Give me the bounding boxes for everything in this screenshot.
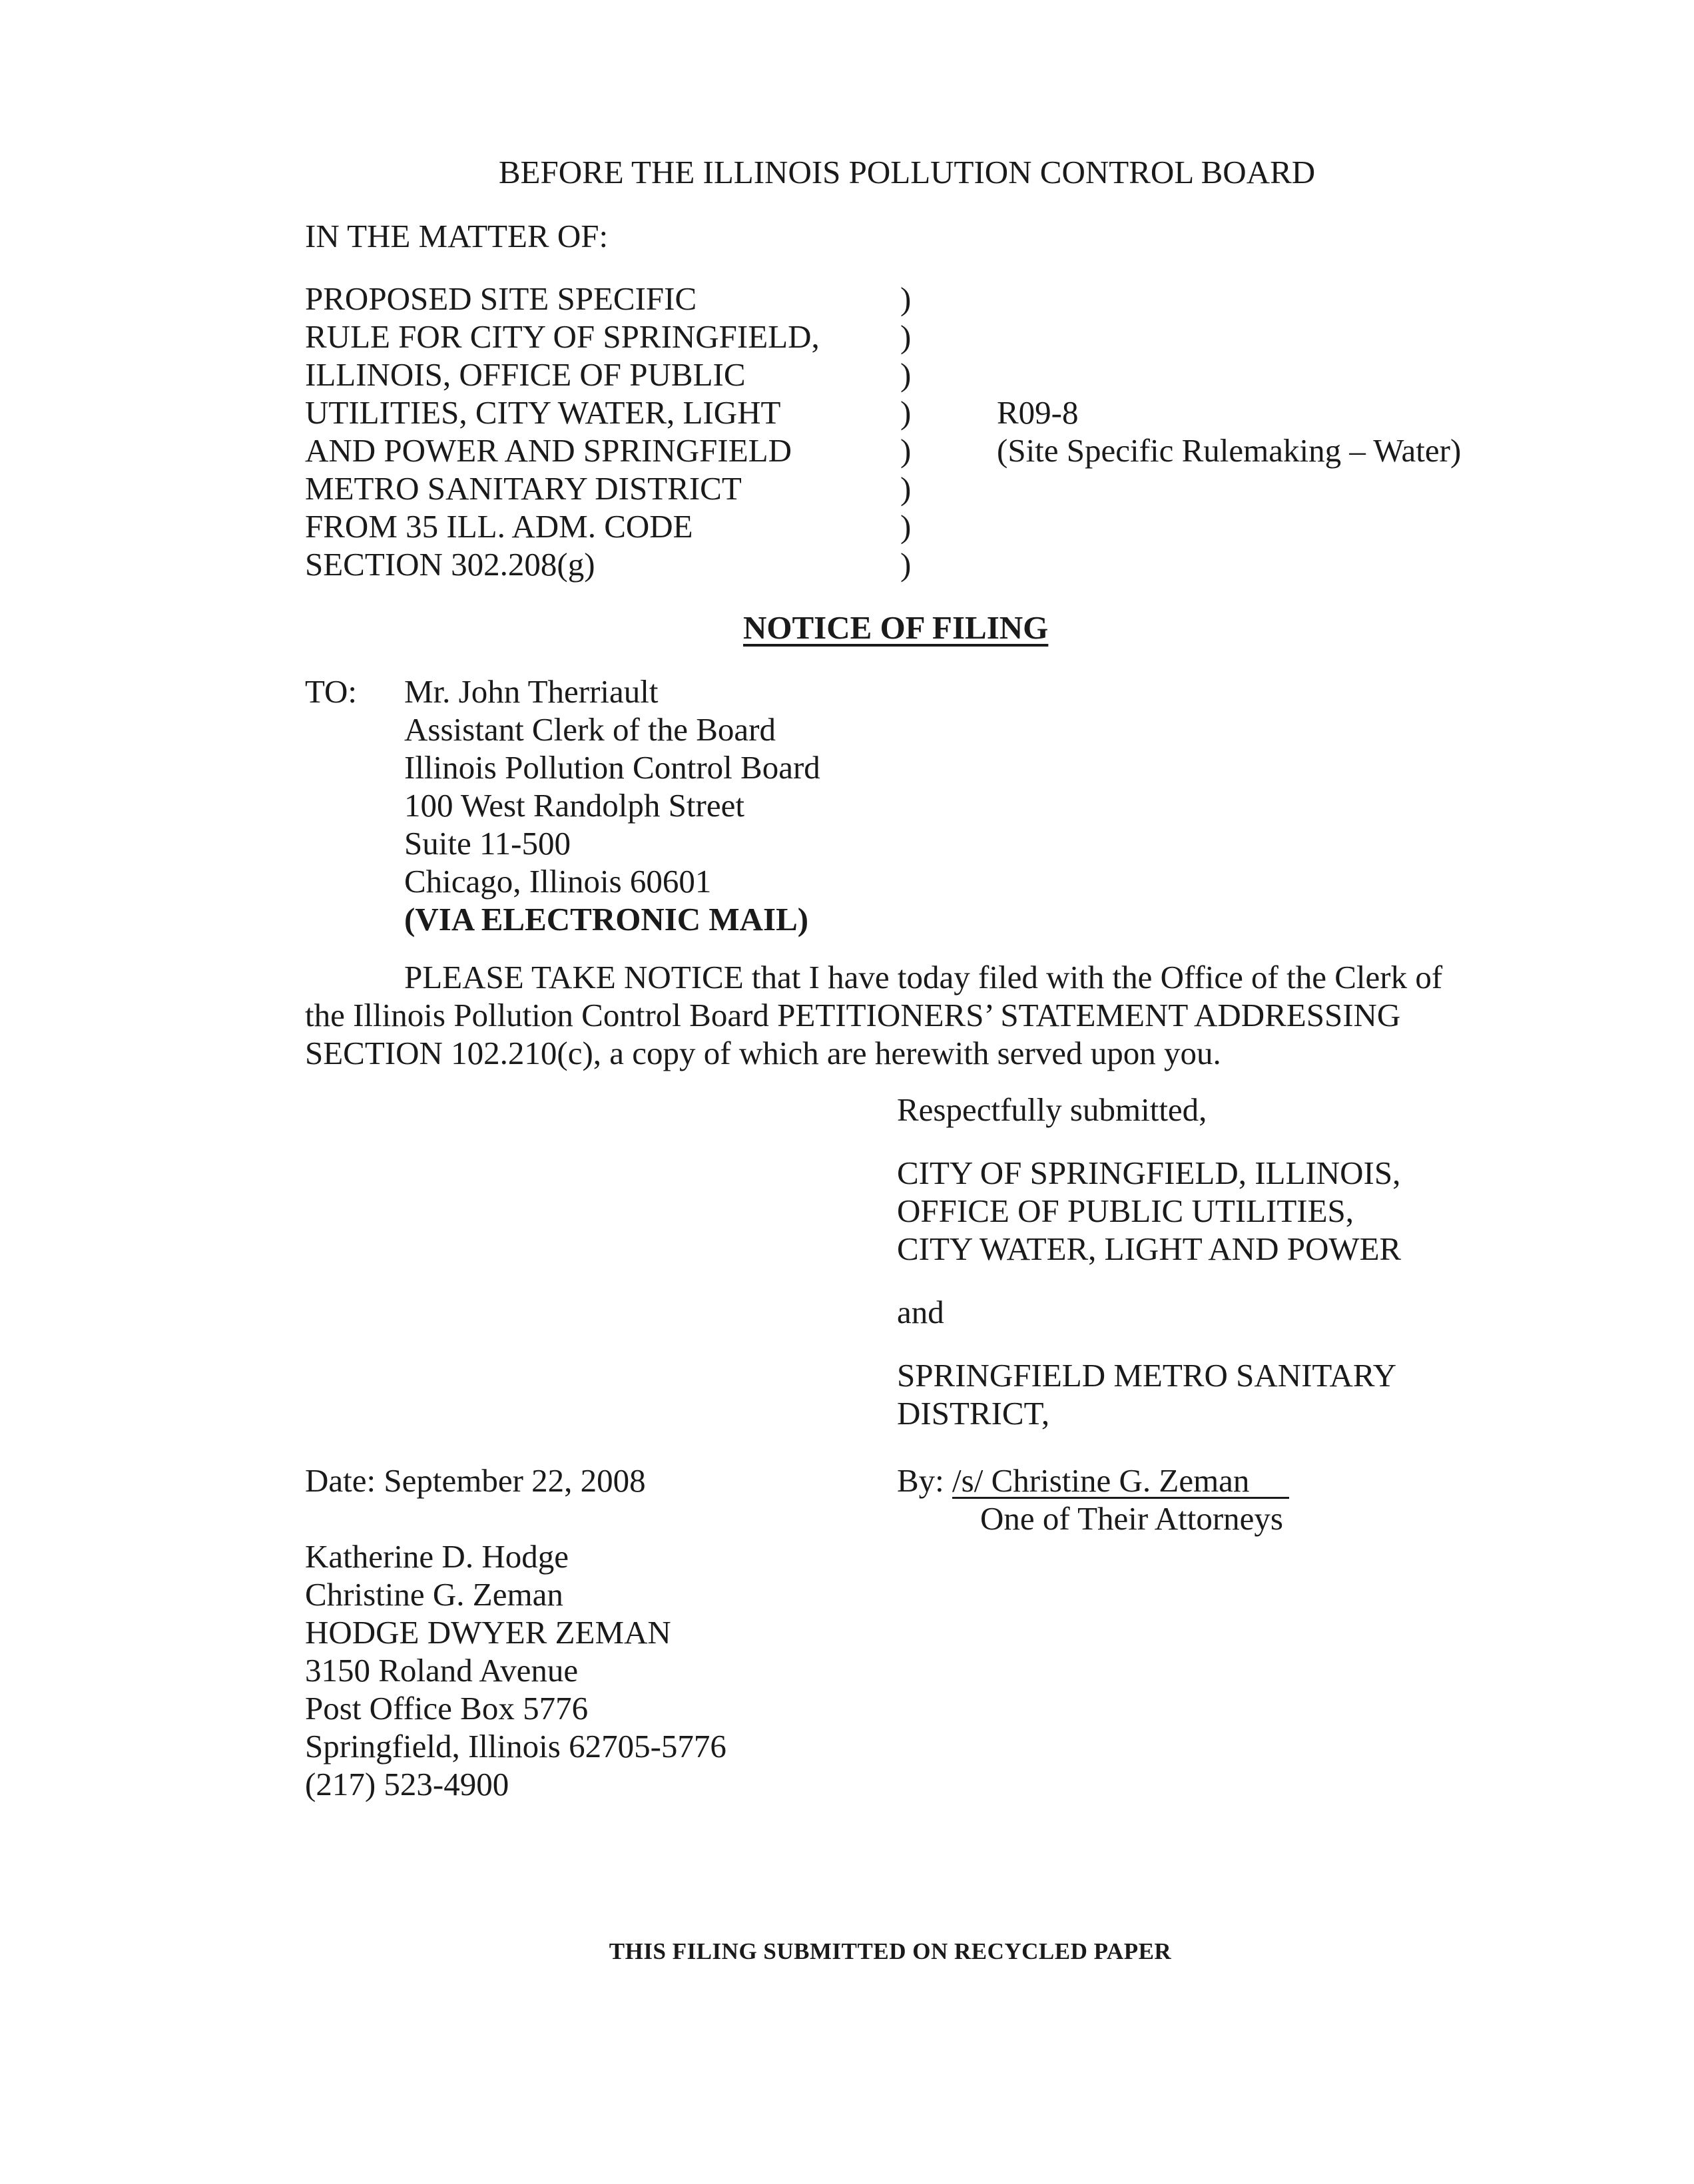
caption-parentheses	[900, 280, 911, 583]
paragraph-line: PLEASE TAKE NOTICE that I have today filed with the Office of the Clerk of	[404, 959, 1443, 995]
paragraph-line: the Illinois Pollution Control Board PETITIONERS’ STATEMENT ADDRESSING	[305, 997, 1401, 1033]
signatory-role: One of Their Attorneys	[980, 1500, 1283, 1537]
case-identifier	[997, 394, 1461, 469]
filing-date: Date: September 22, 2008	[305, 1462, 646, 1499]
conjunction: and	[897, 1294, 944, 1330]
signature-block	[897, 1091, 1401, 1432]
party-two-line: SPRINGFIELD METRO SANITARY	[897, 1357, 1397, 1394]
to-label: TO:	[305, 673, 358, 710]
addressee-line: 100 West Randolph Street	[404, 787, 744, 824]
case-number: R09-8	[997, 394, 1079, 431]
party-one-line: CITY WATER, LIGHT AND POWER	[897, 1230, 1402, 1267]
notice-title: NOTICE OF FILING	[743, 609, 1049, 646]
counsel-line: Christine G. Zeman	[305, 1576, 563, 1613]
notice-paragraph	[305, 958, 1464, 1072]
caption-line: PROPOSED SITE SPECIFIC	[305, 280, 697, 317]
closing: Respectfully submitted,	[897, 1091, 1207, 1128]
paragraph-line: SECTION 102.210(c), a copy of which are herewith served upon you.	[305, 1035, 1221, 1071]
counsel-contact-block	[305, 1537, 726, 1803]
recycled-paper-note: THIS FILING SUBMITTED ON RECYCLED PAPER	[609, 1938, 1172, 1964]
caption-line: UTILITIES, CITY WATER, LIGHT	[305, 394, 781, 431]
counsel-line: HODGE DWYER ZEMAN	[305, 1614, 671, 1651]
caption-paren: )	[900, 356, 912, 393]
addressee-line: Chicago, Illinois 60601	[404, 863, 712, 900]
caption-paren: )	[900, 432, 912, 469]
party-two-line: DISTRICT,	[897, 1395, 1050, 1432]
counsel-line: 3150 Roland Avenue	[305, 1652, 579, 1689]
matter-label: IN THE MATTER OF:	[305, 218, 609, 254]
caption-line: AND POWER AND SPRINGFIELD	[305, 432, 792, 469]
caption-line: ILLINOIS, OFFICE OF PUBLIC	[305, 356, 746, 393]
addressee-line: Suite 11-500	[404, 825, 571, 862]
by-label: By:	[897, 1462, 944, 1499]
counsel-line: Katherine D. Hodge	[305, 1538, 569, 1575]
caption-paren: )	[900, 318, 912, 355]
addressee-line: Illinois Pollution Control Board	[404, 749, 820, 786]
addressee-block	[404, 673, 820, 938]
caption-paren: )	[900, 280, 912, 317]
caption-paren: )	[900, 546, 912, 583]
delivery-method: (VIA ELECTRONIC MAIL)	[404, 901, 809, 938]
counsel-line: Springfield, Illinois 62705-5776	[305, 1728, 726, 1765]
counsel-line: (217) 523-4900	[305, 1766, 509, 1802]
board-heading: BEFORE THE ILLINOIS POLLUTION CONTROL BOARD	[498, 154, 1316, 190]
addressee-line: Assistant Clerk of the Board	[404, 711, 776, 748]
caption-line: SECTION 302.208(g)	[305, 546, 595, 583]
caption-paren: )	[900, 470, 912, 507]
addressee-line: Mr. John Therriault	[404, 673, 659, 710]
caption-paren: )	[900, 508, 912, 545]
case-type: (Site Specific Rulemaking – Water)	[997, 432, 1462, 469]
caption-line: METRO SANITARY DISTRICT	[305, 470, 742, 507]
counsel-line: Post Office Box 5776	[305, 1690, 589, 1727]
party-one-line: OFFICE OF PUBLIC UTILITIES,	[897, 1193, 1354, 1229]
signature-line	[897, 1462, 1289, 1500]
party-one-line: CITY OF SPRINGFIELD, ILLINOIS,	[897, 1155, 1401, 1191]
caption-line: FROM 35 ILL. ADM. CODE	[305, 508, 693, 545]
caption-line: RULE FOR CITY OF SPRINGFIELD,	[305, 318, 820, 355]
caption-paren: )	[900, 394, 912, 431]
electronic-signature: /s/ Christine G. Zeman	[952, 1465, 1289, 1499]
case-caption-title	[305, 280, 820, 583]
